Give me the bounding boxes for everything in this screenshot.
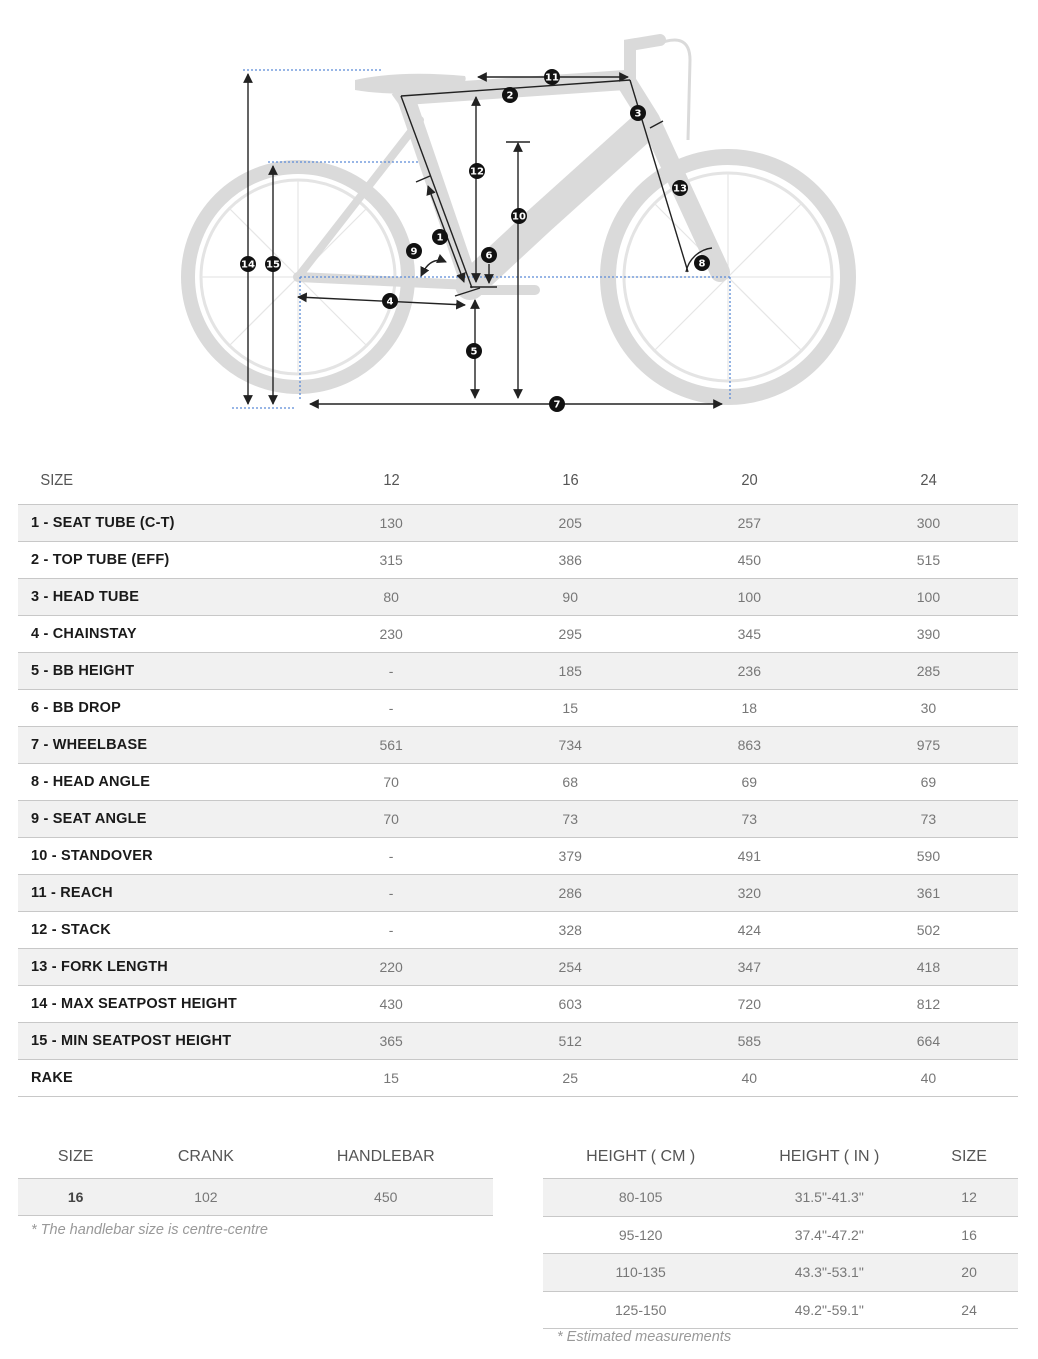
value-cell: 328 [481,912,660,949]
marker-9 [406,243,422,259]
sizing-cell: 95-120 [543,1216,738,1254]
value-cell: 130 [302,505,481,542]
table-row [18,838,1018,875]
crank-cell-handlebar: 450 [278,1179,493,1216]
sizing-cell: 80-105 [543,1179,738,1217]
sizing-cell: 49.2"-59.1" [738,1291,920,1329]
row-label: 3 - HEAD TUBE [18,579,302,616]
marker-label: 4 [386,296,394,308]
value-cell: 205 [481,505,660,542]
sizing-cell: 31.5"-41.3" [738,1179,920,1217]
value-cell: - [302,912,481,949]
value-cell: - [302,838,481,875]
marker-label: 2 [506,90,514,102]
value-cell: 69 [839,764,1018,801]
value-cell: 18 [660,690,839,727]
marker-5 [466,343,482,359]
table-row [18,801,1018,838]
sizing-cell: 37.4"-47.2" [738,1216,920,1254]
row-label: 13 - FORK LENGTH [18,949,302,986]
header-size-12: 12 [309,458,474,505]
marker-4 [382,293,398,309]
table-row [18,875,1018,912]
marker-7 [549,396,565,412]
value-cell: 90 [481,579,660,616]
table-row [543,1291,1018,1329]
crank-header-crank: CRANK [133,1136,278,1179]
value-cell: 70 [302,764,481,801]
value-cell: 15 [302,1060,481,1097]
value-cell: 386 [481,542,660,579]
marker-label: 11 [545,72,559,84]
row-label: 10 - STANDOVER [18,838,302,875]
marker-label: 12 [470,166,484,178]
crank-table [18,1136,493,1216]
header-size-24: 24 [846,458,1011,505]
table-row [18,616,1018,653]
value-cell: 40 [839,1060,1018,1097]
value-cell: - [302,690,481,727]
table-row [18,1179,493,1216]
table-row [18,653,1018,690]
value-cell: 450 [660,542,839,579]
table-row [18,949,1018,986]
row-label: 9 - SEAT ANGLE [18,801,302,838]
table-row [18,1060,1018,1097]
crank-header-size: SIZE [18,1136,133,1179]
row-label: 8 - HEAD ANGLE [18,764,302,801]
marker-label: 15 [266,259,280,271]
marker-13 [672,180,688,196]
value-cell: - [302,653,481,690]
value-cell: 70 [302,801,481,838]
row-label: 15 - MIN SEATPOST HEIGHT [18,1023,302,1060]
marker-11 [544,69,560,85]
value-cell: 25 [481,1060,660,1097]
value-cell: 585 [660,1023,839,1060]
value-cell: 15 [481,690,660,727]
header-size-16: 16 [488,458,653,505]
marker-14 [240,256,256,272]
crank-cell-size: 16 [18,1179,133,1216]
value-cell: 80 [302,579,481,616]
value-cell: 603 [481,986,660,1023]
value-cell: 734 [481,727,660,764]
row-label: 1 - SEAT TUBE (C-T) [18,505,302,542]
table-row [18,542,1018,579]
value-cell: 491 [660,838,839,875]
value-cell: 73 [839,801,1018,838]
marker-label: 3 [634,108,642,120]
value-cell: - [302,875,481,912]
crank-header-row [18,1136,493,1179]
marker-label: 7 [553,399,561,411]
value-cell: 418 [839,949,1018,986]
row-label: 4 - CHAINSTAY [18,616,302,653]
value-cell: 515 [839,542,1018,579]
marker-10 [511,208,527,224]
value-cell: 812 [839,986,1018,1023]
marker-label: 1 [436,232,444,244]
value-cell: 295 [481,616,660,653]
handlebar-note: * The handlebar size is centre-centre [31,1222,268,1238]
sizing-cell: 24 [920,1291,1018,1329]
value-cell: 68 [481,764,660,801]
table-row [543,1254,1018,1292]
value-cell: 220 [302,949,481,986]
marker-label: 9 [410,246,418,258]
table-row [18,764,1018,801]
value-cell: 100 [839,579,1018,616]
value-cell: 285 [839,653,1018,690]
value-cell: 863 [660,727,839,764]
table-row [18,579,1018,616]
row-label: 14 - MAX SEATPOST HEIGHT [18,986,302,1023]
sizing-table [543,1136,1018,1329]
sizing-cell: 12 [920,1179,1018,1217]
marker-label: 6 [485,250,493,262]
marker-3 [630,105,646,121]
marker-2 [502,87,518,103]
geometry-table [18,458,1018,1097]
row-label: 11 - REACH [18,875,302,912]
value-cell: 347 [660,949,839,986]
value-cell: 424 [660,912,839,949]
row-label: 12 - STACK [18,912,302,949]
value-cell: 345 [660,616,839,653]
value-cell: 315 [302,542,481,579]
marker-label: 14 [241,259,255,271]
value-cell: 590 [839,838,1018,875]
sizing-header-size: SIZE [920,1136,1018,1179]
sizing-cell: 16 [920,1216,1018,1254]
value-cell: 254 [481,949,660,986]
value-cell: 230 [302,616,481,653]
sizing-header-in: HEIGHT ( IN ) [738,1136,920,1179]
estimate-note: * Estimated measurements [557,1329,732,1345]
value-cell: 365 [302,1023,481,1060]
sizing-header-cm: HEIGHT ( CM ) [543,1136,738,1179]
row-label: 7 - WHEELBASE [18,727,302,764]
marker-8 [694,255,710,271]
value-cell: 430 [302,986,481,1023]
value-cell: 361 [839,875,1018,912]
value-cell: 286 [481,875,660,912]
value-cell: 664 [839,1023,1018,1060]
value-cell: 100 [660,579,839,616]
sizing-cell: 43.3"-53.1" [738,1254,920,1292]
marker-6 [481,247,497,263]
marker-label: 8 [698,258,706,270]
marker-12 [469,163,485,179]
table-row [18,505,1018,542]
table-row [543,1179,1018,1217]
sizing-cell: 125-150 [543,1291,738,1329]
value-cell: 561 [302,727,481,764]
row-label: 2 - TOP TUBE (EFF) [18,542,302,579]
row-label: 6 - BB DROP [18,690,302,727]
value-cell: 30 [839,690,1018,727]
value-cell: 512 [481,1023,660,1060]
table-row [18,727,1018,764]
table-row [18,912,1018,949]
marker-label: 10 [512,211,526,223]
sizing-header-row [543,1136,1018,1179]
marker-1 [432,229,448,245]
value-cell: 236 [660,653,839,690]
value-cell: 502 [839,912,1018,949]
marker-label: 13 [673,183,687,195]
bike-geometry-diagram [0,0,1038,430]
value-cell: 257 [660,505,839,542]
header-size-20: 20 [667,458,832,505]
value-cell: 185 [481,653,660,690]
value-cell: 379 [481,838,660,875]
crank-header-handlebar: HANDLEBAR [278,1136,493,1179]
value-cell: 390 [839,616,1018,653]
sizing-cell: 20 [920,1254,1018,1292]
value-cell: 73 [481,801,660,838]
table-row [18,690,1018,727]
value-cell: 40 [660,1060,839,1097]
marker-15 [265,256,281,272]
value-cell: 975 [839,727,1018,764]
row-label: RAKE [18,1060,302,1097]
row-label: 5 - BB HEIGHT [18,653,302,690]
table-row [18,986,1018,1023]
table-row [18,1023,1018,1060]
geometry-header-row [18,458,1018,505]
marker-label: 5 [470,346,478,358]
value-cell: 73 [660,801,839,838]
table-row [543,1216,1018,1254]
header-size: SIZE [29,458,290,505]
value-cell: 320 [660,875,839,912]
value-cell: 300 [839,505,1018,542]
crank-cell-crank: 102 [133,1179,278,1216]
value-cell: 720 [660,986,839,1023]
sizing-cell: 110-135 [543,1254,738,1292]
value-cell: 69 [660,764,839,801]
